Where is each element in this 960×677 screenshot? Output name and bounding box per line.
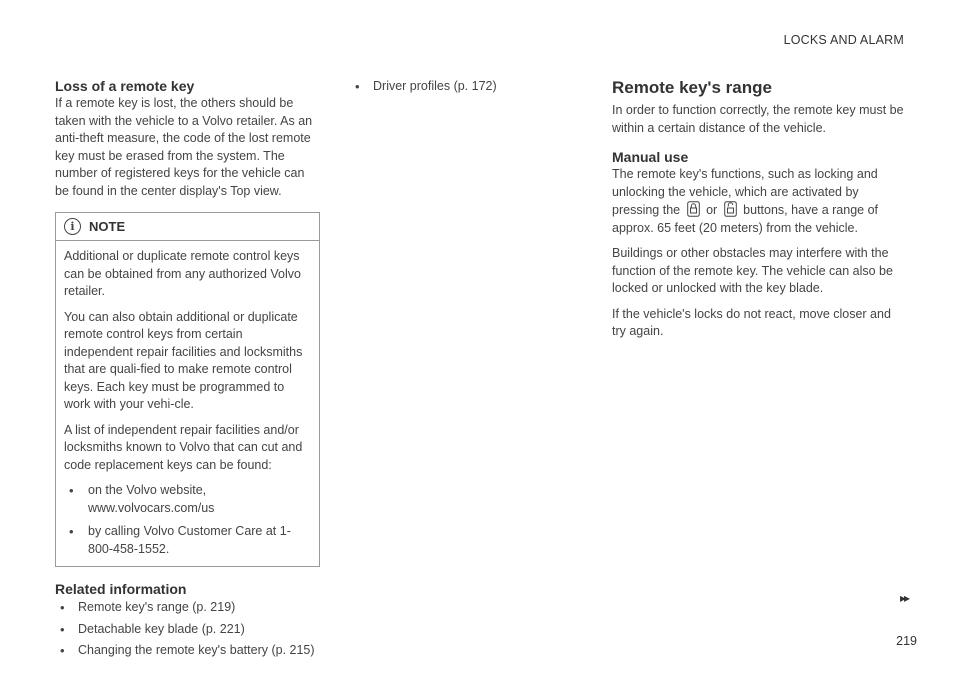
manual-paragraph-1 bbox=[612, 166, 907, 237]
page-number: 219 bbox=[896, 634, 917, 648]
related-link-remote-key-range[interactable]: • Remote key's range (p. 219) bbox=[55, 599, 320, 617]
column-left bbox=[55, 78, 320, 664]
related-link-detachable-key-blade[interactable]: • Detachable key blade (p. 221) bbox=[55, 621, 320, 639]
manual-text-or: or bbox=[706, 203, 718, 217]
note-list-item: • by calling Volvo Customer Care at 1-800-458-1552. bbox=[64, 523, 311, 558]
manual-text-part-1: The remote key's functions, such as locking and unlocking the vehicle, which are activated by pressing the bbox=[612, 167, 878, 217]
section-header: LOCKS AND ALARM bbox=[783, 33, 904, 47]
loss-heading: Loss of a remote key bbox=[55, 78, 195, 94]
note-paragraph-3: A list of independent repair facilities and/or locksmiths known to Volvo that can cut and code replacement keys can be found: bbox=[64, 422, 303, 472]
column-middle bbox=[350, 78, 590, 100]
related-link-changing-battery[interactable]: • Changing the remote key's battery (p. 215) bbox=[55, 642, 320, 660]
next-page-arrows-icon: ▸▸ bbox=[899, 591, 908, 605]
unlock-button-icon bbox=[724, 201, 737, 217]
loss-text: If a remote key is lost, the others should be taken with the vehicle to a Volvo retailer. As an anti-theft measure, the code of the lost remote key must be erased from the system. The number of registered keys for the vehicle can be found in the center display's Top view. bbox=[55, 96, 313, 198]
related-list-continued bbox=[350, 78, 590, 96]
column-right bbox=[612, 78, 907, 349]
manual-paragraph-3: If the vehicle's locks do not react, move closer and try again. bbox=[612, 306, 891, 338]
lock-button-icon bbox=[687, 201, 700, 217]
note-paragraph-2: You can also obtain additional or duplicate remote control keys from certain independent repair facilities and locksmiths that are quali-fied to make remote control keys. Each key must be programmed to work with your vehi-cle. bbox=[64, 309, 303, 411]
note-box bbox=[55, 212, 320, 567]
note-list-item: • on the Volvo website, www.volvocars.com/us bbox=[64, 482, 311, 517]
related-list bbox=[55, 599, 320, 660]
related-heading: Related information bbox=[55, 581, 187, 597]
related-link-driver-profiles[interactable]: • Driver profiles (p. 172) bbox=[350, 78, 590, 96]
note-paragraph-1: Additional or duplicate remote control keys can be obtained from any authorized Volvo retailer. bbox=[64, 249, 301, 298]
note-header bbox=[56, 213, 319, 241]
manual-paragraph-2: Buildings or other obstacles may interfere with the function of the remote key. The vehicle can also be locked or unlocked with the key blade. bbox=[612, 246, 893, 295]
note-list bbox=[64, 482, 311, 558]
range-intro: In order to function correctly, the remote key must be within a certain distance of the vehicle. bbox=[612, 103, 904, 135]
note-title: NOTE bbox=[89, 219, 126, 234]
note-body bbox=[56, 241, 319, 566]
manual-text-part-2: buttons, have a range of approx. 65 feet (20 meters) from the vehicle. bbox=[612, 203, 878, 235]
info-icon: i bbox=[64, 218, 81, 235]
range-heading: Remote key's range bbox=[612, 78, 772, 97]
manual-use-heading: Manual use bbox=[612, 149, 689, 165]
related-information bbox=[55, 581, 320, 660]
